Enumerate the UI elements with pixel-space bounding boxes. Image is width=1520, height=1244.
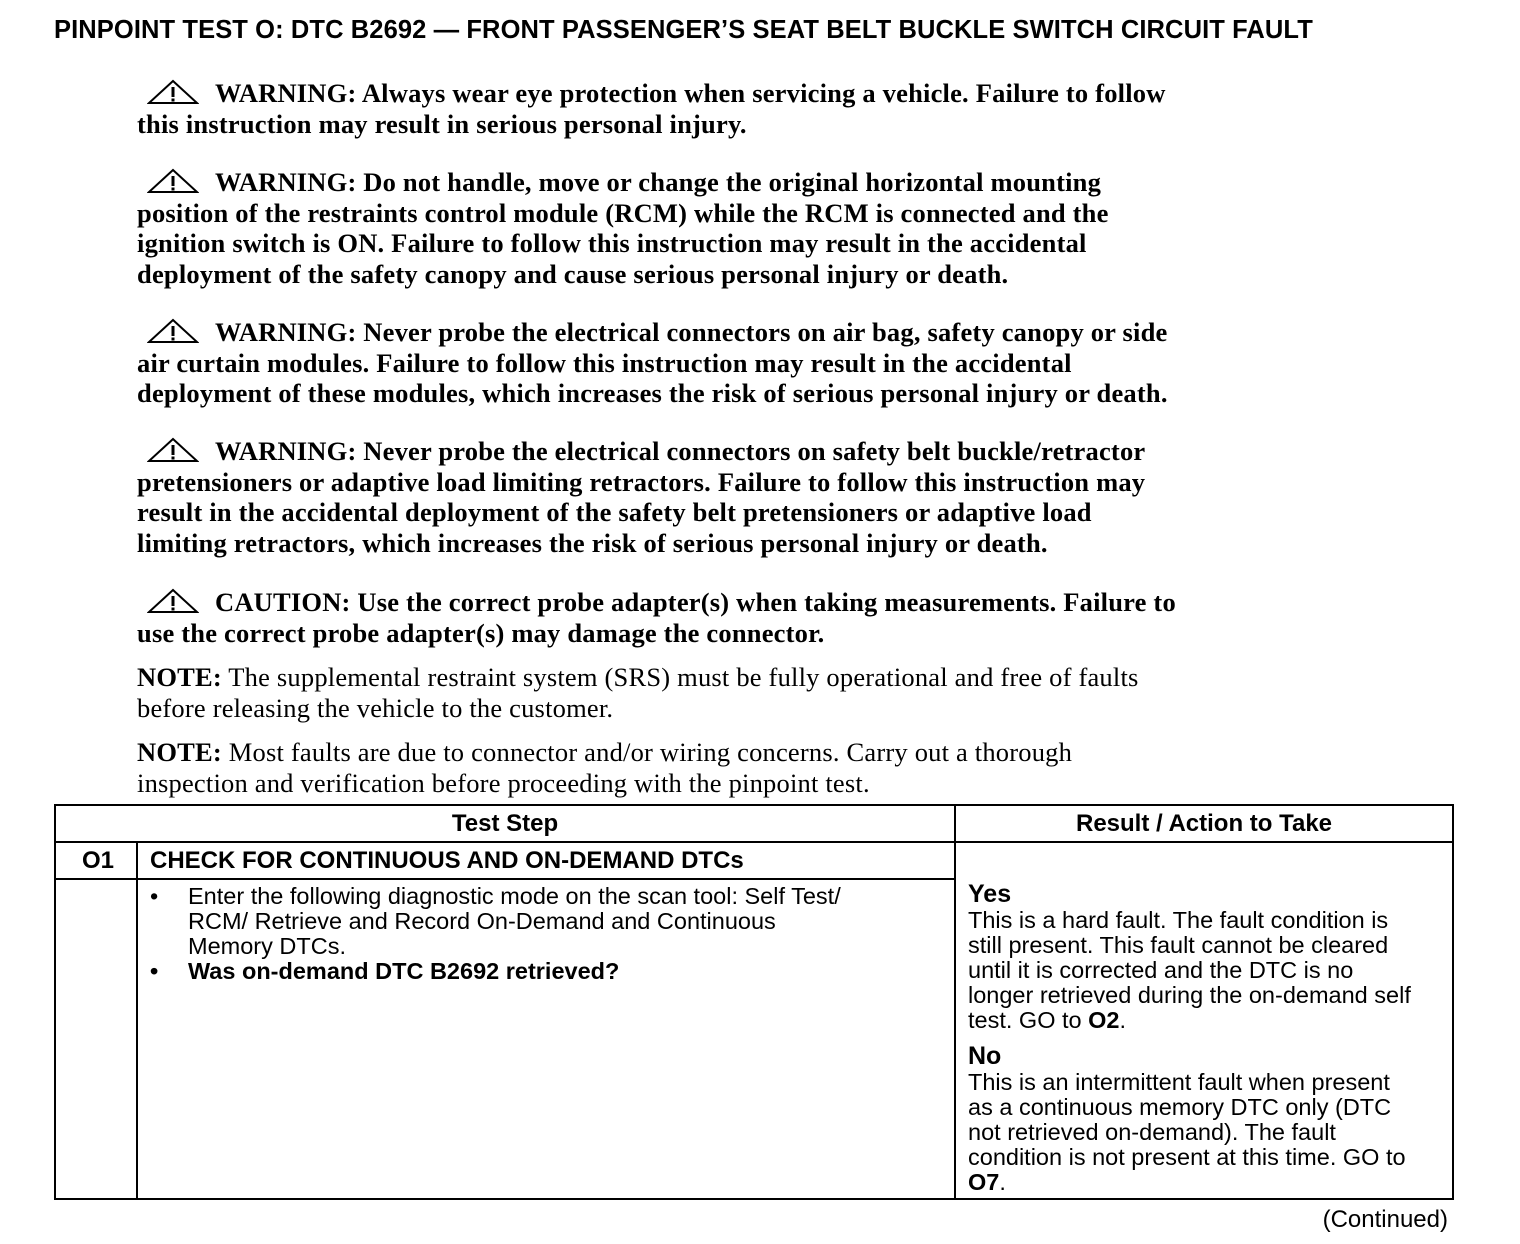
warning-label: WARNING: bbox=[215, 78, 357, 108]
bullet-icon: • bbox=[150, 958, 159, 984]
note-label: NOTE: bbox=[137, 737, 222, 767]
result-line: This is a hard fault. The fault condition is bbox=[968, 907, 1389, 933]
step-number: O1 bbox=[82, 847, 115, 874]
warning-text-line: deployment of these modules, which increases the risk of serious personal injury or death. bbox=[137, 378, 1168, 409]
result-line: not retrieved on-demand). The fault bbox=[968, 1119, 1336, 1145]
continued-label: (Continued) bbox=[1322, 1206, 1448, 1233]
note-text-line: Most faults are due to connector and/or wiring concerns. Carry out a thorough bbox=[228, 737, 1073, 767]
warning-text-line: result in the accidental deployment of the safety belt pretensioners or adaptive load bbox=[137, 497, 1092, 528]
warning-text-line: position of the restraints control module (RCM) while the RCM is connected and the bbox=[137, 197, 1109, 228]
result-no-text bbox=[968, 1070, 1454, 1195]
result-yes-heading: Yes bbox=[968, 880, 1012, 908]
warning-block-2 bbox=[137, 167, 1377, 289]
warning-text-line: Always wear eye protection when servicing a vehicle. Failure to follow bbox=[361, 78, 1166, 108]
list-item bbox=[150, 884, 930, 959]
note-text-line: before releasing the vehicle to the customer. bbox=[137, 692, 614, 723]
result-yes-text bbox=[968, 908, 1454, 1033]
warning-triangle-icon bbox=[147, 437, 199, 463]
warning-label: WARNING: bbox=[215, 167, 357, 197]
warning-block-4 bbox=[137, 436, 1377, 558]
warning-label: WARNING: bbox=[215, 436, 357, 466]
instruction-line: RCM/ Retrieve and Record On-Demand and Continuous bbox=[188, 908, 776, 934]
result-line: test. GO to bbox=[968, 1007, 1089, 1033]
warning-label: WARNING: bbox=[215, 317, 357, 347]
result-line: as a continuous memory DTC only (DTC bbox=[968, 1094, 1392, 1120]
note-text-line: The supplemental restraint system (SRS) must be fully operational and free of faults bbox=[228, 662, 1139, 692]
instruction-line: Enter the following diagnostic mode on the scan tool: Self Test/ bbox=[188, 883, 841, 909]
header-result-action: Result / Action to Take bbox=[1075, 810, 1333, 837]
bullet-icon: • bbox=[150, 883, 159, 909]
result-line: This is an intermittent fault when present bbox=[968, 1069, 1390, 1095]
warning-triangle-icon bbox=[147, 318, 199, 344]
warning-block-1 bbox=[137, 78, 1377, 139]
warning-text-line: limiting retractors, which increases the risk of serious personal injury or death. bbox=[137, 527, 1048, 558]
warning-text-line: Never probe the electrical connectors on safety belt buckle/retractor bbox=[363, 436, 1146, 466]
result-line: still present. This fault cannot be cleared bbox=[968, 932, 1389, 958]
header-test-step: Test Step bbox=[451, 810, 559, 837]
header-divider bbox=[56, 841, 1452, 843]
warning-text-line: air curtain modules. Failure to follow this instruction may result in the accidental bbox=[137, 347, 1072, 378]
warning-triangle-icon bbox=[147, 79, 199, 105]
warning-text-line: Do not handle, move or change the original horizontal mounting bbox=[363, 167, 1102, 197]
warning-text-line: deployment of the safety canopy and cause serious personal injury or death. bbox=[137, 258, 1009, 289]
caution-text-line: use the correct probe adapter(s) may damage the connector. bbox=[137, 617, 825, 648]
result-action-cell bbox=[968, 880, 1454, 1195]
caution-label: CAUTION: bbox=[215, 587, 351, 617]
goto-step-link[interactable]: O2 bbox=[1088, 1007, 1120, 1033]
warning-triangle-icon bbox=[147, 588, 199, 614]
result-line: until it is corrected and the DTC is no bbox=[968, 957, 1354, 983]
step-number-divider bbox=[136, 842, 138, 1198]
caution-text-line: Use the correct probe adapter(s) when taking measurements. Failure to bbox=[357, 587, 1176, 617]
result-no-heading: No bbox=[968, 1042, 1002, 1070]
note-text-line: inspection and verification before proceeding with the pinpoint test. bbox=[137, 767, 870, 798]
note-block-2 bbox=[137, 737, 1377, 798]
result-line: condition is not present at this time. GO to bbox=[968, 1144, 1406, 1170]
instruction-line: Memory DTCs. bbox=[188, 933, 346, 959]
step-instructions bbox=[150, 884, 930, 984]
note-block-1 bbox=[137, 662, 1377, 723]
result-line: longer retrieved during the on-demand self bbox=[968, 982, 1411, 1008]
page-title: PINPOINT TEST O: DTC B2692 — FRONT PASSENGER’S SEAT BELT BUCKLE SWITCH CIRCUIT FAULT bbox=[54, 16, 1313, 44]
result-punct: . bbox=[1119, 1007, 1127, 1033]
step-title: CHECK FOR CONTINUOUS AND ON-DEMAND DTCs bbox=[150, 847, 744, 874]
warning-text-line: Never probe the electrical connectors on air bag, safety canopy or side bbox=[363, 317, 1168, 347]
warning-text-line: pretensioners or adaptive load limiting retractors. Failure to follow this instruction may bbox=[137, 466, 1146, 497]
caution-block bbox=[137, 587, 1377, 648]
instruction-question: Was on-demand DTC B2692 retrieved? bbox=[188, 958, 620, 984]
step-title-divider bbox=[56, 878, 954, 880]
list-item bbox=[150, 959, 930, 984]
goto-step-link[interactable]: O7 bbox=[968, 1169, 1000, 1195]
column-divider bbox=[954, 806, 956, 1198]
warning-triangle-icon bbox=[147, 168, 199, 194]
pinpoint-test-table bbox=[54, 804, 1454, 1200]
warning-block-3 bbox=[137, 317, 1377, 409]
warning-text-line: ignition switch is ON. Failure to follow this instruction may result in the accidental bbox=[137, 228, 1087, 259]
result-punct: . bbox=[999, 1169, 1006, 1195]
note-label: NOTE: bbox=[137, 662, 222, 692]
warning-text-line: this instruction may result in serious personal injury. bbox=[137, 108, 747, 139]
